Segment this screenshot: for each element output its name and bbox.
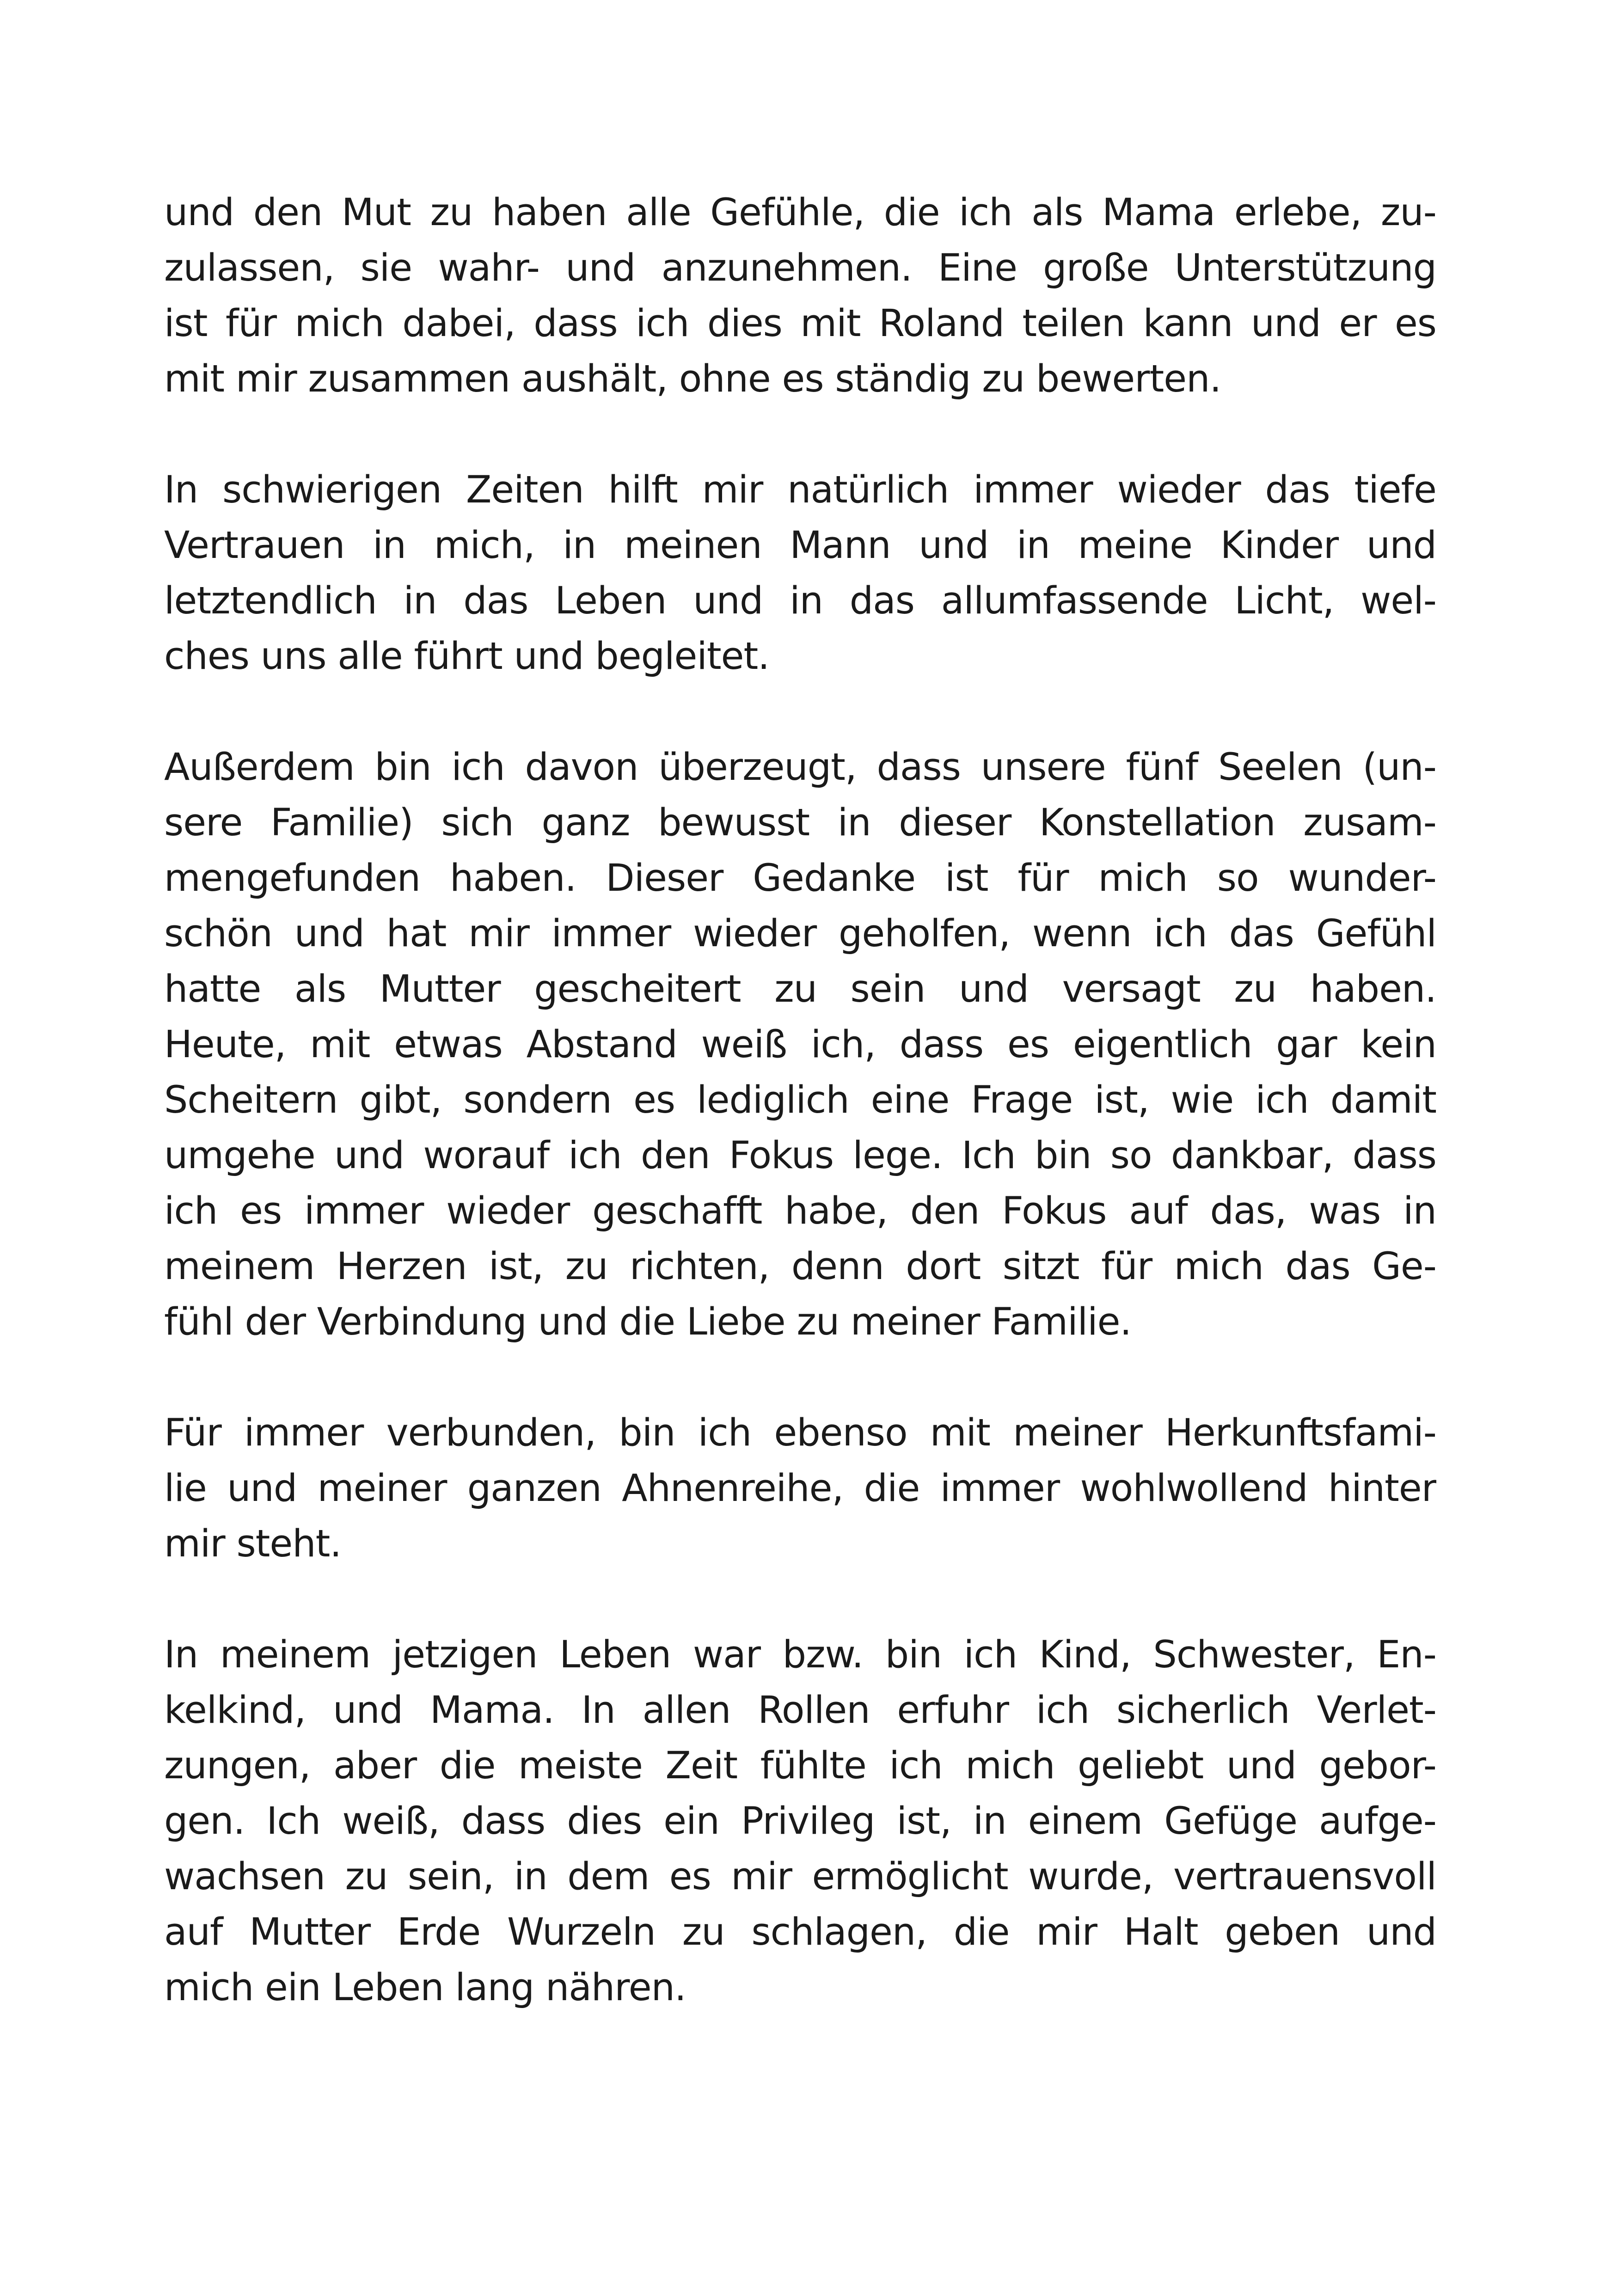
body-text: [164, 185, 1436, 2071]
text-line: fühl der Verbindung und die Liebe zu meiner Familie.: [164, 1300, 1132, 1344]
text-line: meinem Herzen ist, zu richten, denn dort sitzt für mich das Ge-: [164, 1245, 1436, 1288]
text-line: sere Familie) sich ganz bewusst in dieser Konstellation zusam-: [164, 801, 1436, 845]
text-line: und den Mut zu haben alle Gefühle, die ich als Mama erlebe, zu-: [164, 191, 1436, 234]
text-line: In meinem jetzigen Leben war bzw. bin ich Kind, Schwester, En-: [164, 1633, 1436, 1677]
text-line: zulassen, sie wahr- und anzunehmen. Eine große Unterstützung: [164, 246, 1436, 290]
paragraph: [164, 1405, 1436, 1572]
text-line: zungen, aber die meiste Zeit fühlte ich mich geliebt und gebor-: [164, 1744, 1436, 1788]
text-line: schön und hat mir immer wieder geholfen, wenn ich das Gefühl: [164, 912, 1436, 955]
text-line: Außerdem bin ich davon überzeugt, dass unsere fünf Seelen (un-: [164, 746, 1436, 789]
text-line: letztendlich in das Leben und in das allumfassende Licht, wel-: [164, 579, 1436, 623]
text-line: In schwierigen Zeiten hilft mir natürlich immer wieder das tiefe: [164, 468, 1436, 512]
text-line: kelkind, und Mama. In allen Rollen erfuhr ich sicherlich Verlet-: [164, 1689, 1436, 1732]
text-line: Für immer verbunden, bin ich ebenso mit meiner Herkunftsfami-: [164, 1411, 1436, 1455]
text-line: wachsen zu sein, in dem es mir ermöglicht wurde, vertrauensvoll: [164, 1855, 1436, 1898]
text-line: Vertrauen in mich, in meinen Mann und in meine Kinder und: [164, 524, 1436, 567]
text-line: hatte als Mutter gescheitert zu sein und versagt zu haben.: [164, 967, 1436, 1011]
text-line: ist für mich dabei, dass ich dies mit Roland teilen kann und er es: [164, 302, 1436, 345]
paragraph: [164, 740, 1436, 1350]
paragraph: [164, 1627, 1436, 2015]
paragraph: [164, 462, 1436, 684]
text-line: mich ein Leben lang nähren.: [164, 1966, 686, 2009]
text-line: mengefunden haben. Dieser Gedanke ist für mich so wunder-: [164, 857, 1436, 900]
text-line: gen. Ich weiß, dass dies ein Privileg ist, in einem Gefüge aufge-: [164, 1800, 1436, 1843]
text-line: lie und meiner ganzen Ahnenreihe, die immer wohlwollend hinter: [164, 1467, 1436, 1510]
text-line: auf Mutter Erde Wurzeln zu schlagen, die mir Halt geben und: [164, 1910, 1436, 1954]
text-line: Scheitern gibt, sondern es lediglich eine Frage ist, wie ich damit: [164, 1078, 1436, 1122]
text-line: Heute, mit etwas Abstand weiß ich, dass es eigentlich gar kein: [164, 1023, 1436, 1066]
paragraph: [164, 185, 1436, 407]
text-line: mit mir zusammen aushält, ohne es ständig zu bewerten.: [164, 357, 1221, 401]
text-line: ches uns alle führt und begleitet.: [164, 635, 769, 678]
text-line: umgehe und worauf ich den Fokus lege. Ich bin so dankbar, dass: [164, 1134, 1436, 1177]
text-line: mir steht.: [164, 1522, 342, 1566]
text-line: ich es immer wieder geschafft habe, den Fokus auf das, was in: [164, 1189, 1436, 1233]
